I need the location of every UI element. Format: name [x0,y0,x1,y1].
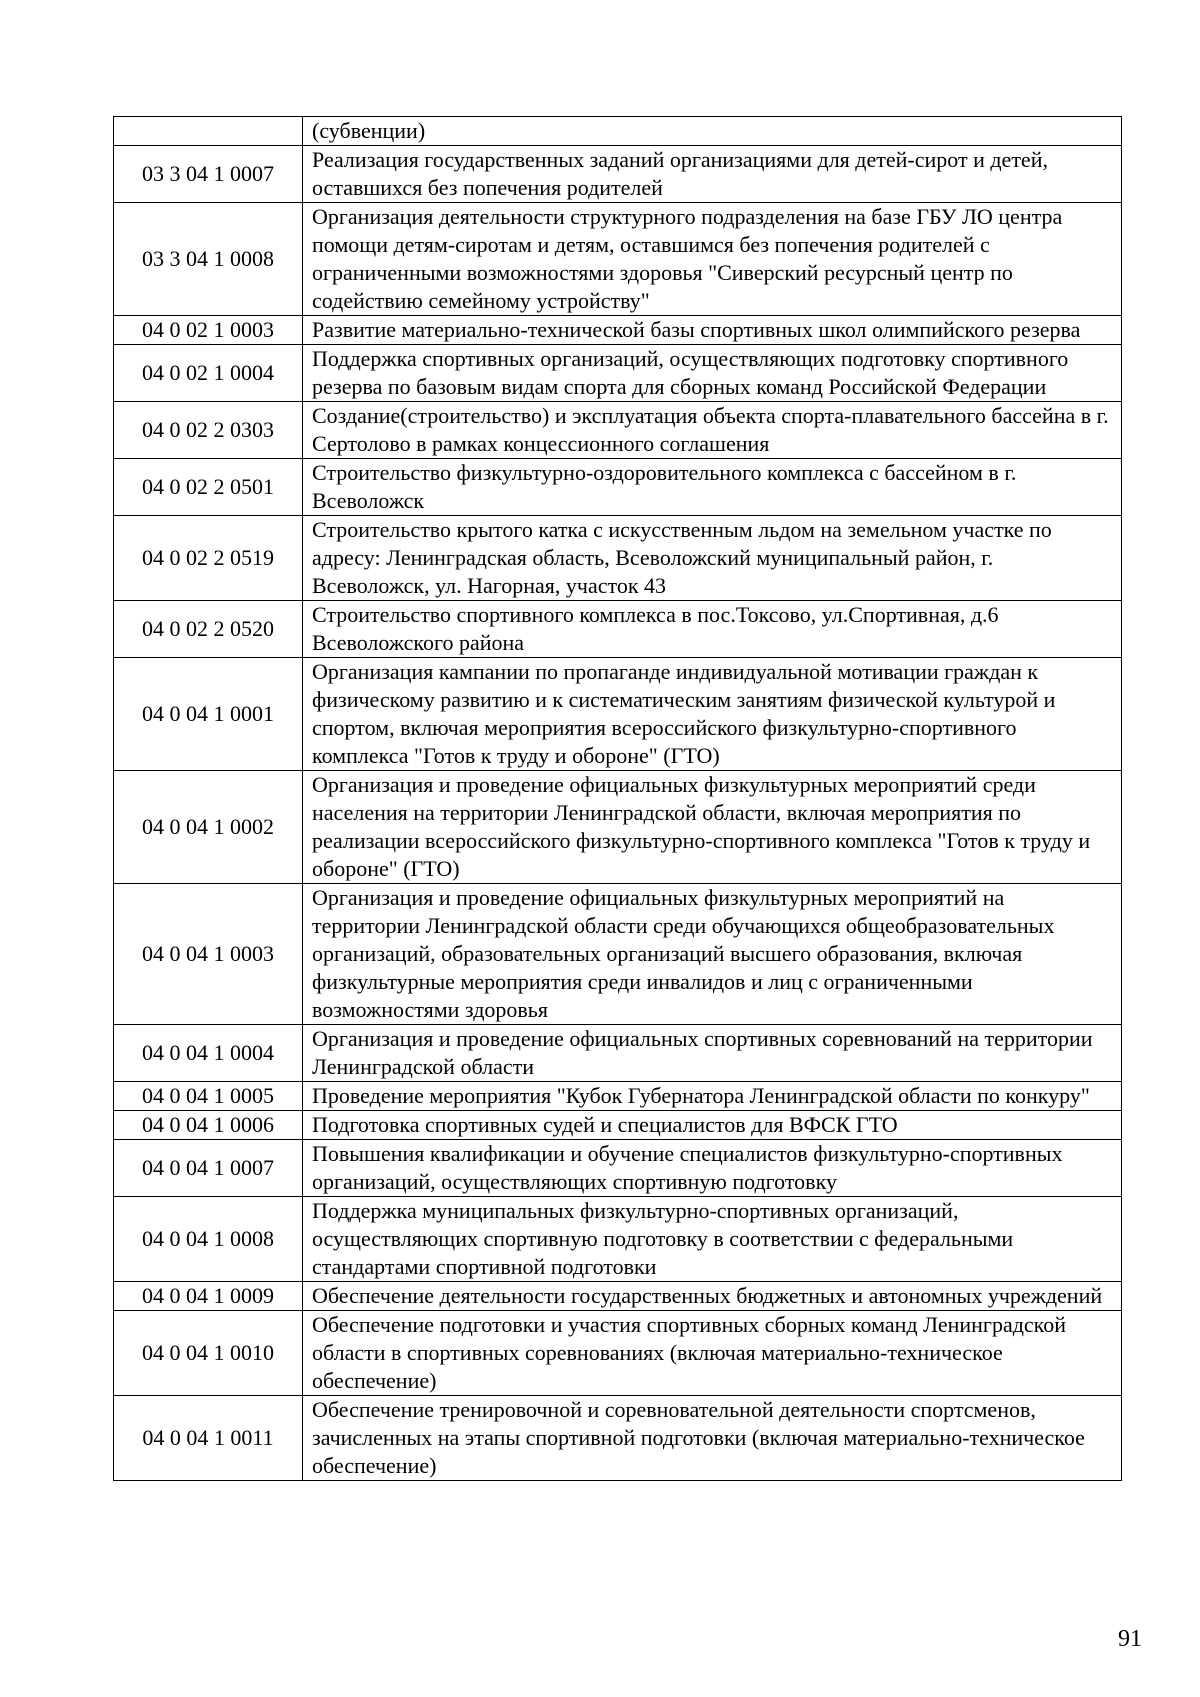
code-cell: 04 0 04 1 0011 [114,1396,303,1481]
table-row [114,1025,1122,1082]
table-row [114,345,1122,402]
description-cell: Организация кампании по пропаганде индивидуальной мотивации граждан к физическому развитию и к систематическим занятиям физической культурой и спортом, включая мероприятия всероссийского физкультурно-спортивного комплекса "Готов к труду и обороне" (ГТО) [303,658,1122,771]
table-row [114,601,1122,658]
code-cell: 04 0 04 1 0007 [114,1140,303,1197]
code-cell: 03 3 04 1 0008 [114,203,303,316]
code-cell: 04 0 04 1 0005 [114,1082,303,1111]
table-row [114,203,1122,316]
table-row [114,316,1122,345]
code-cell: 04 0 02 1 0003 [114,316,303,345]
code-cell: 04 0 04 1 0003 [114,884,303,1025]
description-cell: Организация и проведение официальных физкультурных мероприятий на территории Ленинградской области среди обучающихся общеобразовательных организаций, образовательных организаций высшего образования, включая физкультурные мероприятия среди инвалидов и лиц с ограниченными возможностями здоровья [303,884,1122,1025]
code-cell: 04 0 04 1 0006 [114,1111,303,1140]
table-row [114,459,1122,516]
code-cell: 04 0 02 2 0520 [114,601,303,658]
code-cell [114,117,303,146]
table-row [114,117,1122,146]
table-row [114,658,1122,771]
code-cell: 04 0 04 1 0004 [114,1025,303,1082]
code-cell: 04 0 04 1 0010 [114,1311,303,1396]
description-cell: Организация и проведение официальных физкультурных мероприятий среди населения на территории Ленинградской области, включая мероприятия по реализации всероссийского физкультурно-спортивного комплекса "Готов к труду и обороне" (ГТО) [303,771,1122,884]
table-row [114,402,1122,459]
description-cell: Строительство физкультурно-оздоровительного комплекса с бассейном в г. Всеволожск [303,459,1122,516]
description-cell: Строительство спортивного комплекса в пос.Токсово, ул.Спортивная, д.6 Всеволожского района [303,601,1122,658]
code-table-body [114,117,1122,1481]
code-table [113,116,1122,1481]
table-row [114,884,1122,1025]
description-cell: Организация и проведение официальных спортивных соревнований на территории Ленинградской области [303,1025,1122,1082]
code-cell: 04 0 02 2 0303 [114,402,303,459]
code-cell: 03 3 04 1 0007 [114,146,303,203]
table-row [114,1111,1122,1140]
table-row [114,1396,1122,1481]
description-cell: Повышения квалификации и обучение специалистов физкультурно-спортивных организаций, осуществляющих спортивную подготовку [303,1140,1122,1197]
description-cell: Поддержка спортивных организаций, осуществляющих подготовку спортивного резерва по базовым видам спорта для сборных команд Российской Федерации [303,345,1122,402]
table-row [114,771,1122,884]
code-cell: 04 0 02 2 0519 [114,516,303,601]
table-row [114,1197,1122,1282]
description-cell: Обеспечение тренировочной и соревновательной деятельности спортсменов, зачисленных на этапы спортивной подготовки (включая материально-техническое обеспечение) [303,1396,1122,1481]
description-cell: Обеспечение подготовки и участия спортивных сборных команд Ленинградской области в спортивных соревнованиях (включая материально-техническое обеспечение) [303,1311,1122,1396]
description-cell: Строительство крытого катка с искусственным льдом на земельном участке по адресу: Ленинградская область, Всеволожский муниципальный район, г. Всеволожск, ул. Нагорная, участок 43 [303,516,1122,601]
table-row [114,1311,1122,1396]
description-cell: Обеспечение деятельности государственных бюджетных и автономных учреждений [303,1282,1122,1311]
description-cell: Создание(строительство) и эксплуатация объекта спорта-плавательного бассейна в г. Сертолово в рамках концессионного соглашения [303,402,1122,459]
code-cell: 04 0 04 1 0009 [114,1282,303,1311]
description-cell: Организация деятельности структурного подразделения на базе ГБУ ЛО центра помощи детям-сиротам и детям, оставшимся без попечения родителей с ограниченными возможностями здоровья "Сиверский ресурсный центр по содействию семейному устройству" [303,203,1122,316]
table-row [114,1140,1122,1197]
code-cell: 04 0 04 1 0001 [114,658,303,771]
page-number: 91 [1118,1626,1142,1652]
table-row [114,1082,1122,1111]
code-cell: 04 0 04 1 0008 [114,1197,303,1282]
description-cell: Развитие материально-технической базы спортивных школ олимпийского резерва [303,316,1122,345]
description-cell: (субвенции) [303,117,1122,146]
description-cell: Подготовка спортивных судей и специалистов для ВФСК ГТО [303,1111,1122,1140]
code-cell: 04 0 04 1 0002 [114,771,303,884]
table-row [114,516,1122,601]
description-cell: Поддержка муниципальных физкультурно-спортивных организаций, осуществляющих спортивную подготовку в соответствии с федеральными стандартами спортивной подготовки [303,1197,1122,1282]
description-cell: Реализация государственных заданий организациями для детей-сирот и детей, оставшихся без попечения родителей [303,146,1122,203]
description-cell: Проведение мероприятия "Кубок Губернатора Ленинградской области по конкуру" [303,1082,1122,1111]
code-cell: 04 0 02 1 0004 [114,345,303,402]
table-row [114,1282,1122,1311]
table-row [114,146,1122,203]
code-cell: 04 0 02 2 0501 [114,459,303,516]
